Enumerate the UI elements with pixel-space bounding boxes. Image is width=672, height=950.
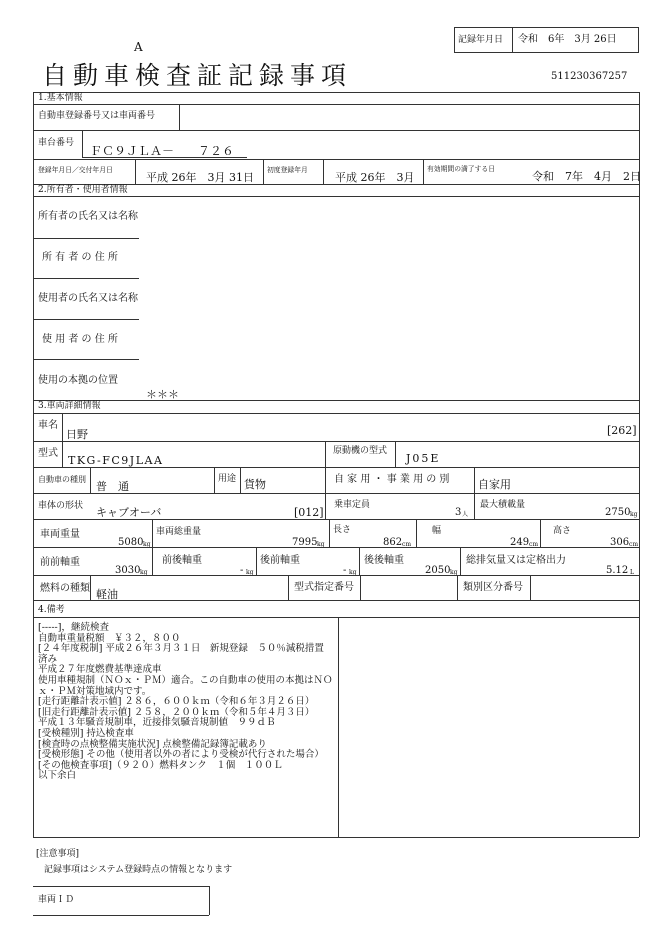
car-name-value: 日野 [66, 428, 88, 441]
use-value: 貨物 [244, 478, 266, 491]
remark-line: 使用車種規制（ＮＯｘ・ＰＭ）適合。この自動車の使用の本拠はＮＯ [38, 674, 333, 686]
width-unit: cm [529, 541, 539, 548]
remark-line: 自動車重量税額 ￥３２，８００ [38, 632, 181, 644]
base-location-value: ＊＊＊ [146, 388, 179, 401]
vehicle-weight-value: 5080 [118, 537, 144, 548]
capacity-label: 乗車定員 [334, 500, 371, 510]
rr-unit: kg [450, 569, 458, 576]
max-load-label: 最大積載量 [480, 500, 526, 510]
rear-rear-axle-label: 後後軸重 [364, 555, 404, 566]
model-value: TKG-FC9JLAA [68, 454, 164, 467]
record-date-value: 令和 6年 3月 26日 [518, 34, 617, 45]
car-name-code: [262] [607, 424, 637, 437]
ff-unit: kg [140, 569, 148, 576]
car-name-label: 車名 [38, 420, 58, 431]
max-load-unit: kg [630, 511, 638, 518]
chassis-value: ＦＣ９ＪＬＡ－ ７２６ [90, 144, 235, 158]
width-value: 249 [510, 537, 530, 548]
expiry-label: 有効期間の満了する日 [427, 165, 495, 173]
section-basic-title: 1.基本情報 [38, 93, 83, 103]
rf-unit: kg [349, 569, 357, 576]
height-unit: cm [629, 541, 639, 548]
notice-title: [注意事項] [36, 849, 80, 859]
remark-line: 済み [38, 653, 58, 665]
front-rear-axle-label: 前後軸重 [162, 555, 202, 566]
body-shape-value: キャブオーバ [96, 506, 162, 519]
model-label: 型式 [38, 448, 58, 459]
vehicle-kind-value: 普 通 [96, 480, 129, 493]
doc-number: 511230367257 [551, 71, 628, 82]
remark-line: [旧走行距離計表示値] ２５８，２００ｋｍ（令和５年４月３日） [38, 706, 315, 718]
rear-rear-axle-value: 2050 [425, 565, 451, 576]
base-location-label: 使用の本拠の位置 [38, 375, 118, 386]
notice-text: 記録事項はシステム登録時点の情報となります [44, 865, 233, 875]
front-rear-axle-value: - [240, 565, 244, 576]
vehicle-weight-unit: kg [143, 541, 151, 548]
rear-front-axle-value: - [343, 565, 347, 576]
record-date-label: 記録年月日 [458, 35, 504, 45]
remark-line: 以下余白 [38, 770, 77, 782]
capacity-unit: 人 [462, 511, 469, 518]
private-label: 自 家 用 ・ 事 業 用 の 別 [334, 474, 450, 485]
reg-date-value: 平成 26年 3月 31日 [146, 171, 254, 184]
engine-value: J05E [406, 452, 441, 465]
remark-line: ｘ・ＰＭ対策地域内です。 [38, 685, 152, 697]
remark-line: [受検形態] その他（使用者以外の者により受検が代行された場合） [38, 749, 324, 761]
page-title: 自動車検査証記録事項 [42, 61, 353, 90]
remark-line: [-----]，継続検査 [38, 622, 109, 633]
fuel-type-value: 軽油 [96, 588, 118, 601]
vehicle-kind-label: 自動車の種別 [38, 475, 86, 484]
rear-front-axle-label: 後前軸重 [260, 555, 300, 566]
vehicle-id-label: 車両ＩＤ [38, 895, 75, 905]
remarks-text [38, 623, 333, 782]
private-value: 自家用 [478, 478, 511, 491]
first-reg-label: 初度登録年月 [267, 166, 308, 174]
reg-date-label: 登録年月日／交付年月日 [38, 166, 113, 174]
height-label: 高さ [553, 526, 572, 536]
chassis-label: 車台番号 [38, 138, 75, 148]
front-front-axle-value: 3030 [115, 565, 141, 576]
displacement-unit: L [630, 569, 634, 576]
remark-line: [走行距離計表示値] ２８６，６００ｋｍ（令和６年３月２６日） [38, 696, 315, 708]
remark-line: [２４年度税制] 平成２６年３月３１日 新規登録 ５０％減税措置 [38, 643, 324, 655]
body-shape-label: 車体の形状 [38, 501, 84, 511]
type-number-label: 型式指定番号 [294, 582, 354, 593]
remark-line: 平成２７年度燃費基準達成車 [38, 664, 162, 676]
first-reg-value: 平成 26年 3月 [335, 171, 415, 184]
use-label: 用途 [218, 474, 237, 484]
section-remarks-title: 4.備考 [38, 605, 65, 615]
fuel-type-label: 燃料の種類 [40, 583, 90, 594]
owner-address-label: 所 有 者 の 住 所 [42, 252, 118, 263]
displacement-label: 総排気量又は定格出力 [466, 555, 566, 566]
length-unit: cm [402, 541, 412, 548]
section-vehicle-title: 3.車両詳細情報 [38, 401, 101, 411]
gross-weight-value: 7995 [292, 537, 318, 548]
class-number-label: 類別区分番号 [463, 582, 523, 593]
height-value: 306 [610, 537, 630, 548]
fr-unit: kg [246, 569, 254, 576]
vehicle-weight-label: 車両重量 [40, 529, 80, 540]
remark-line: [その他検査事項]（９２０）燃料タンク １個 １００Ｌ [38, 759, 283, 771]
body-shape-code: [012] [294, 506, 324, 519]
expiry-value: 令和 7年 4月 2日 [532, 170, 641, 183]
length-value: 862 [383, 537, 403, 548]
gross-weight-unit: kg [317, 541, 325, 548]
front-front-axle-label: 前前軸重 [40, 557, 80, 568]
owner-name-label: 所有者の氏名又は名称 [38, 211, 138, 222]
user-address-label: 使 用 者 の 住 所 [42, 334, 118, 345]
user-name-label: 使用者の氏名又は名称 [38, 293, 138, 304]
remark-line: [受検種別] 持込検査車 [38, 727, 134, 739]
displacement-value: 5.12 [606, 565, 629, 576]
length-label: 長さ [333, 525, 352, 535]
width-label: 幅 [432, 526, 442, 536]
reg-number-label: 自動車登録番号又は車両番号 [38, 111, 156, 121]
capacity-value: 3 [455, 507, 462, 518]
max-load-value: 2750 [605, 507, 631, 518]
gross-weight-label: 車両総重量 [156, 527, 202, 537]
remark-line: 平成１３年騒音規制車，近接排気騒音規制値 ９９ｄＢ [38, 717, 276, 729]
mark: A [134, 40, 143, 54]
remark-line: [検査時の点検整備実施状況] 点検整備記録簿記載あり [38, 738, 267, 750]
section-owner-title: 2.所有者・使用者情報 [38, 185, 128, 195]
engine-label: 原動機の型式 [333, 446, 388, 456]
